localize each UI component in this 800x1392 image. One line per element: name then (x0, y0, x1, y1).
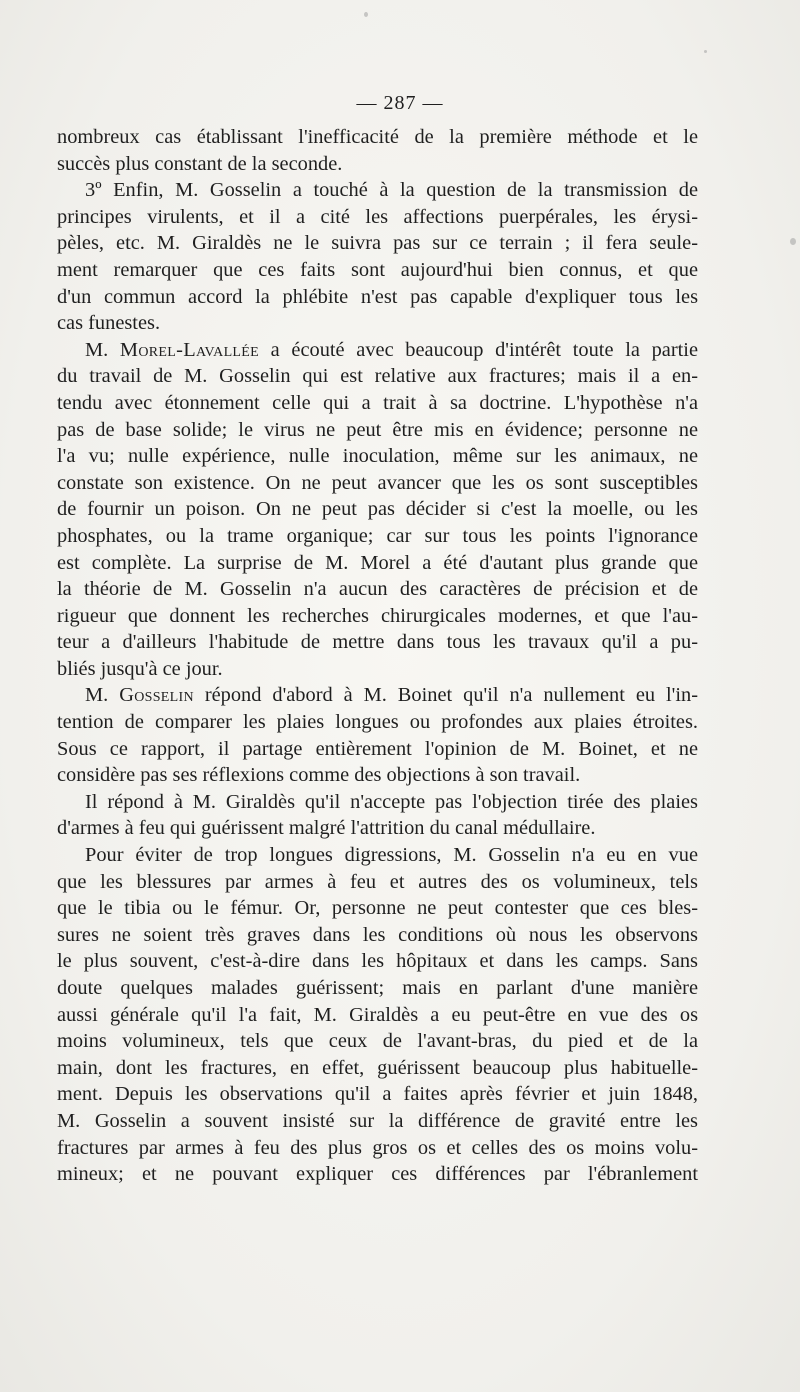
speck (364, 12, 368, 17)
text-line: phosphates, ou la trame organique; car sur tous les points l'ignorance (57, 524, 698, 547)
text-line: aussi générale qu'il l'a fait, M. Giraldès a eu peut-être en vue des os (57, 1003, 698, 1026)
text-line: bliés jusqu'à ce jour. (57, 657, 223, 680)
text-line: moins volumineux, tels que ceux de l'avant-bras, du pied et de la (57, 1030, 698, 1053)
speaker-name: Morel-Lavallée (119, 338, 259, 361)
line-prefix: M. (85, 338, 120, 361)
page-number: — 287 — (356, 92, 444, 114)
body-text (57, 124, 698, 1188)
text-line (57, 337, 698, 364)
speck (790, 238, 796, 245)
text-line: sures ne soient très graves dans les conditions où nous les observons (57, 923, 698, 946)
text-line: 3º Enfin, M. Gosselin a touché à la question de la transmission de (85, 179, 698, 202)
text-line: Il répond à M. Giraldès qu'il n'accepte pas l'objection tirée des plaies (85, 790, 698, 813)
text-line: rigueur que donnent les recherches chirurgicales modernes, et que l'au- (57, 604, 698, 627)
text-line: est complète. La surprise de M. Morel a été d'autant plus grande que (57, 551, 698, 574)
text-line: tention de comparer les plaies longues ou profondes aux plaies étroites. (57, 711, 698, 734)
text-line: le plus souvent, c'est-à-dire dans les hôpitaux et dans les camps. Sans (57, 950, 698, 973)
text-line: pas de base solide; le virus ne peut être mis en évidence; personne ne (57, 418, 698, 441)
text-line: l'a vu; nulle expérience, nulle inoculation, même sur les animaux, ne (57, 445, 698, 468)
text-line: fractures par armes à feu des plus gros os et celles des os moins volu- (57, 1136, 698, 1159)
text-line: principes virulents, et il a cité les affections puerpérales, les érysi- (57, 205, 698, 228)
text-line: que le tibia ou le fémur. Or, personne ne peut contester que ces bles- (57, 897, 698, 920)
text-line: d'armes à feu qui guérissent malgré l'attrition du canal médullaire. (57, 817, 596, 840)
text-line: de fournir un poison. On ne peut pas décider si c'est la moelle, ou les (57, 498, 698, 521)
text-line: mineux; et ne pouvant expliquer ces différences par l'ébranlement (57, 1163, 698, 1186)
text-line: teur a d'ailleurs l'habitude de mettre dans tous les travaux qu'il a pu- (57, 631, 698, 654)
text-line: M. Gosselin a souvent insisté sur la différence de gravité entre les (57, 1109, 698, 1132)
text-line: ment remarquer que ces faits sont aujourd'hui bien connus, et que (57, 258, 698, 281)
speaker-name: Gosselin (119, 684, 194, 707)
text-line: Sous ce rapport, il partage entièrement l'opinion de M. Boinet, et ne (57, 737, 698, 760)
text-line: pèles, etc. M. Giraldès ne le suivra pas sur ce terrain ; il fera seule- (57, 232, 698, 255)
text-line: la théorie de M. Gosselin n'a aucun des caractères de précision et de (57, 578, 698, 601)
text-line: doute quelques malades guérissent; mais en parlant d'une manière (57, 977, 698, 999)
text-line: d'un commun accord la phlébite n'est pas capable d'expliquer tous les (57, 285, 698, 308)
speck (704, 50, 707, 53)
text-line: considère pas ses réflexions comme des objections à son travail. (57, 764, 581, 787)
text-line (57, 682, 698, 709)
text-line: tendu avec étonnement celle qui a trait à sa doctrine. L'hypothèse n'a (57, 391, 698, 414)
line-rest: a écouté avec beaucoup d'intérêt toute la partie (258, 338, 698, 361)
text-line: succès plus constant de la seconde. (57, 152, 343, 175)
text-line: main, dont les fractures, en effet, guérissent beaucoup plus habituelle- (57, 1056, 698, 1079)
line-prefix: M. (85, 684, 120, 707)
text-line: constate son existence. On ne peut avancer que les os sont susceptibles (57, 471, 698, 494)
text-line: Pour éviter de trop longues digressions, M. Gosselin n'a eu en vue (85, 844, 698, 867)
text-line: du travail de M. Gosselin qui est relative aux fractures; mais il a en- (57, 365, 698, 388)
text-line: nombreux cas établissant l'inefficacité de la première méthode et le (57, 126, 698, 148)
line-rest: répond d'abord à M. Boinet qu'il n'a nullement eu l'in- (193, 684, 698, 707)
text-line: ment. Depuis les observations qu'il a faites après février et juin 1848, (57, 1083, 698, 1106)
text-line: cas funestes. (57, 312, 161, 335)
text-line: que les blessures par armes à feu et autres des os volumineux, tels (57, 870, 698, 893)
